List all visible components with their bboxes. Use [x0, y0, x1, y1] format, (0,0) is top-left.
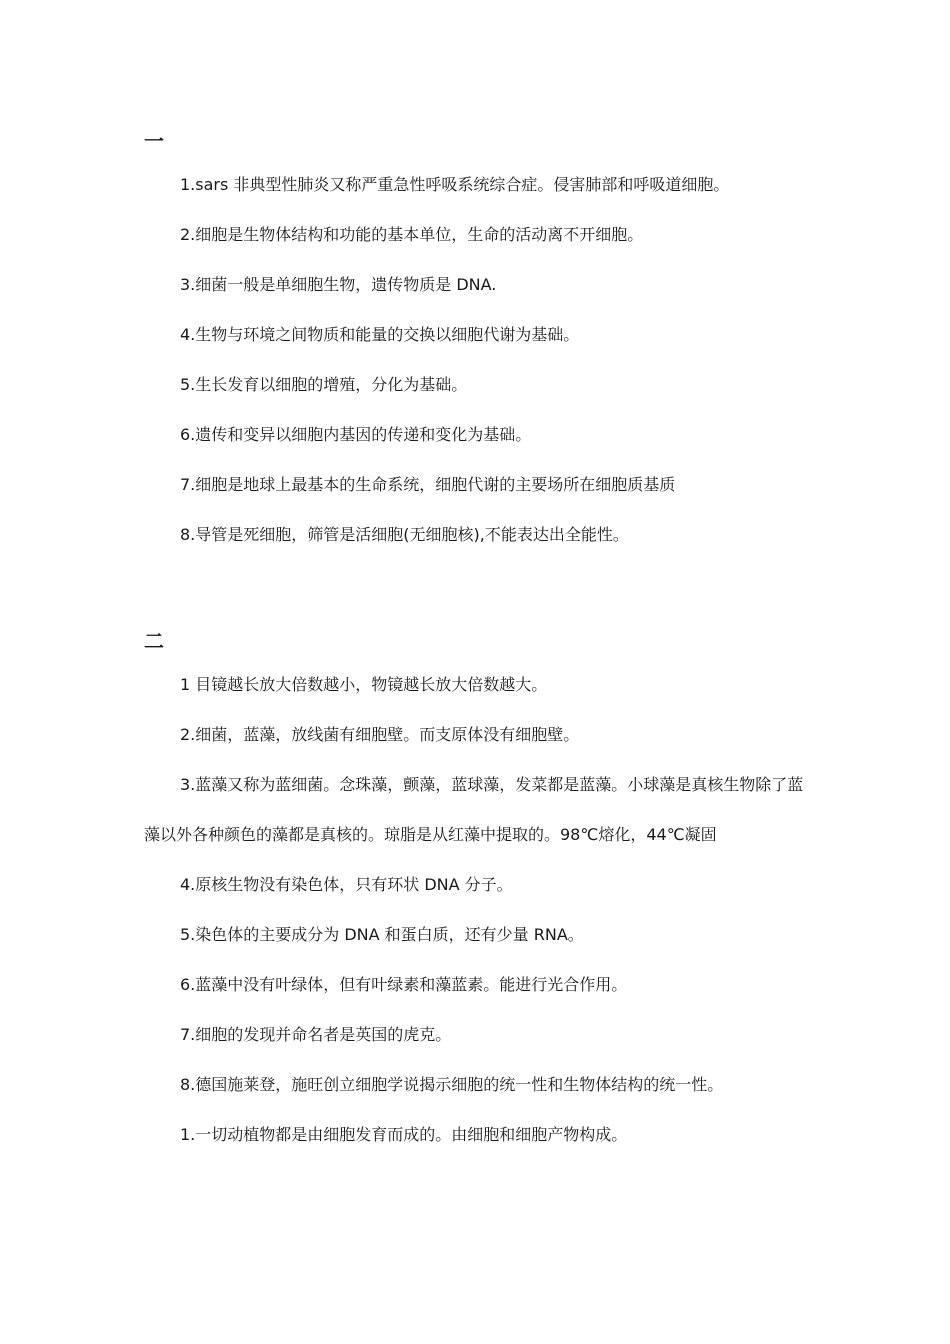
- section-two-item-6: 6.蓝藻中没有叶绿体，但有叶绿素和藻蓝素。能进行光合作用。: [180, 975, 628, 994]
- section-one-item-4: 4.生物与环境之间物质和能量的交换以细胞代谢为基础。: [180, 325, 580, 344]
- section-two-heading: 二: [144, 629, 164, 653]
- section-one-heading: 一: [144, 129, 164, 153]
- section-two-item-7: 7.细胞的发现并命名者是英国的虎克。: [180, 1025, 452, 1044]
- section-one-item-2: 2.细胞是生物体结构和功能的基本单位，生命的活动离不开细胞。: [180, 225, 644, 244]
- section-two-item-4: 4.原核生物没有染色体，只有环状 DNA 分子。: [180, 875, 513, 894]
- section-two-item-5: 5.染色体的主要成分为 DNA 和蛋白质，还有少量 RNA。: [180, 925, 584, 944]
- section-two-item-2: 2.细菌，蓝藻，放线菌有细胞壁。而支原体没有细胞壁。: [180, 725, 580, 744]
- section-one-item-3: 3.细菌一般是单细胞生物，遗传物质是 DNA.: [180, 275, 497, 294]
- section-one-item-7: 7.细胞是地球上最基本的生命系统，细胞代谢的主要场所在细胞质基质: [180, 475, 676, 494]
- section-two-item-1: 1 目镜越长放大倍数越小，物镜越长放大倍数越大。: [180, 675, 548, 694]
- section-two-item-9: 1.一切动植物都是由细胞发育而成的。由细胞和细胞产物构成。: [180, 1125, 628, 1144]
- section-one-item-6: 6.遗传和变异以细胞内基因的传递和变化为基础。: [180, 425, 532, 444]
- section-one-item-5: 5.生长发育以细胞的增殖，分化为基础。: [180, 375, 468, 394]
- section-one: [144, 122, 814, 560]
- section-two: [144, 622, 814, 1160]
- section-one-item-8: 8.导管是死细胞，筛管是活细胞(无细胞核),不能表达出全能性。: [180, 525, 629, 544]
- section-two-item-8: 8.德国施莱登，施旺创立细胞学说揭示细胞的统一性和生物体结构的统一性。: [180, 1075, 724, 1094]
- section-two-item-3: 3.蓝藻又称为蓝细菌。念珠藻，颤藻，蓝球藻，发菜都是蓝藻。小球藻是真核生物除了蓝藻以外各种颜色的藻都是真核的。琼脂是从红藻中提取的。98℃熔化，44℃凝固: [144, 775, 804, 844]
- section-one-item-1: 1.sars 非典型性肺炎又称严重急性呼吸系统综合症。侵害肺部和呼吸道细胞。: [180, 175, 730, 194]
